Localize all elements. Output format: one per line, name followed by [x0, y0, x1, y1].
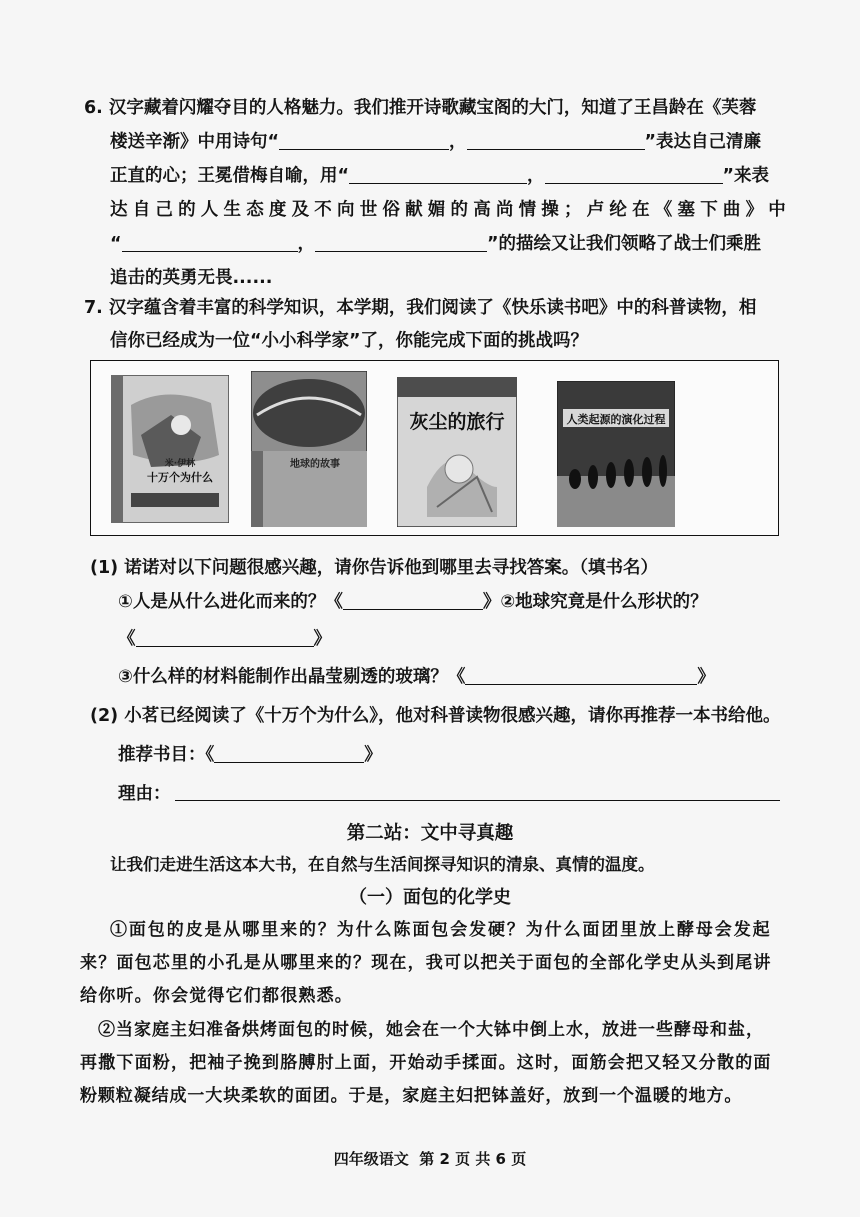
book-cover-1	[111, 375, 229, 523]
q6-line-2: 楼送辛渐》中用诗句“ ， ”表达自己清廉	[110, 132, 762, 152]
answer-blank[interactable]	[122, 234, 298, 252]
book-covers-panel	[90, 360, 779, 536]
q7-recommend: 推荐书目：《 》	[118, 745, 382, 765]
book-name-blank[interactable]	[465, 667, 697, 685]
book-1-title: 十万个为什么	[147, 471, 213, 484]
q7-sub2-prompt: (2) 小茗已经阅读了《十万个为什么》，他对科普读物很感兴趣，请你再推荐一本书给他。	[90, 706, 781, 726]
book-cover-4	[557, 381, 675, 527]
book-cover-2-art	[251, 371, 367, 527]
book-cover-1-art	[111, 375, 229, 523]
paragraph-2-line-2: 再撒下面粉，把袖子挽到胳膊肘上面，开始动手揉面。这时，面筋会把又轻又分散的面	[80, 1053, 772, 1073]
paragraph-1-line-3: 给你听。你会觉得它们都很熟悉。	[80, 986, 353, 1006]
q7-reason: 理由：	[118, 784, 171, 804]
page-footer: 四年级语文 第 2 页 共 6 页	[333, 1150, 527, 1168]
book-3-title: 灰尘的旅行	[409, 411, 505, 433]
q7-sub1-prompt: (1) 诺诺对以下问题很感兴趣，请你告诉他到哪里去寻找答案。（填书名）	[90, 558, 659, 578]
recommend-book-blank[interactable]	[214, 745, 364, 763]
book-cover-3	[397, 377, 517, 527]
q6-line-5: “ ， ”的描绘又让我们领略了战士们乘胜	[110, 234, 762, 254]
book-2-title: 地球的故事	[290, 459, 340, 470]
paragraph-2-line-3: 粉颗粒凝结成一大块柔软的面团。于是，家庭主妇把钵盖好，放到一个温暖的地方。	[80, 1086, 743, 1106]
book-cover-2	[251, 371, 367, 527]
q6-number: 6.	[84, 98, 103, 118]
answer-blank[interactable]	[349, 166, 527, 184]
reason-answer-line[interactable]	[175, 800, 780, 801]
answer-blank[interactable]	[545, 166, 723, 184]
q7-number: 7.	[84, 298, 103, 318]
q7-line-1: 7. 汉字蕴含着丰富的科学知识，本学期，我们阅读了《快乐读书吧》中的科普读物，相	[84, 298, 757, 318]
book-cover-3-art	[397, 377, 517, 527]
book-name-blank[interactable]	[136, 629, 314, 647]
paragraph-1-line-2: 来？面包芯里的小孔是从哪里来的？现在，我可以把关于面包的全部化学史从头到尾讲	[80, 953, 772, 973]
q7-sub1-q3: ③什么样的材料能制作出晶莹剔透的玻璃？《 》	[118, 667, 715, 687]
q7-sub1-q1: ①人是从什么进化而来的？《 》②地球究竟是什么形状的？	[118, 592, 708, 612]
q6-line-4: 达自己的人生态度及不向世俗献媚的高尚情操；卢纶在《塞下曲》中	[110, 200, 791, 220]
answer-blank[interactable]	[315, 234, 487, 252]
section-title: （一）面包的化学史	[349, 887, 511, 908]
book-4-title: 人类起源的演化过程	[566, 413, 666, 426]
book-cover-4-art	[557, 381, 675, 527]
book-name-blank[interactable]	[343, 592, 483, 610]
q6-line-6: 追击的英勇无畏......	[110, 268, 273, 288]
book-1-author: 米·伊林	[164, 459, 196, 469]
q6-line-3: 正直的心；王冕借梅自喻，用“ ， ”来表	[110, 166, 770, 186]
q6-line-1: 6. 汉字藏着闪耀夺目的人格魅力。我们推开诗歌藏宝阁的大门，知道了王昌龄在《芙蓉	[84, 98, 757, 118]
paragraph-1-line-1: ①面包的皮是从哪里来的？为什么陈面包会发硬？为什么面团里放上酵母会发起	[110, 920, 772, 940]
answer-blank[interactable]	[467, 132, 645, 150]
station-2-title: 第二站：文中寻真趣	[346, 823, 514, 844]
station-2-intro: 让我们走进生活这本大书，在自然与生活间探寻知识的清泉、真情的温度。	[110, 855, 655, 874]
answer-blank[interactable]	[279, 132, 449, 150]
paragraph-2-line-1: ②当家庭主妇准备烘烤面包的时候，她会在一个大钵中倒上水，放进一些酵母和盐，	[98, 1020, 764, 1040]
q7-sub1-q2-answer: 《 》	[118, 629, 331, 649]
q7-line-2: 信你已经成为一位“小小科学家”了，你能完成下面的挑战吗？	[110, 331, 589, 351]
